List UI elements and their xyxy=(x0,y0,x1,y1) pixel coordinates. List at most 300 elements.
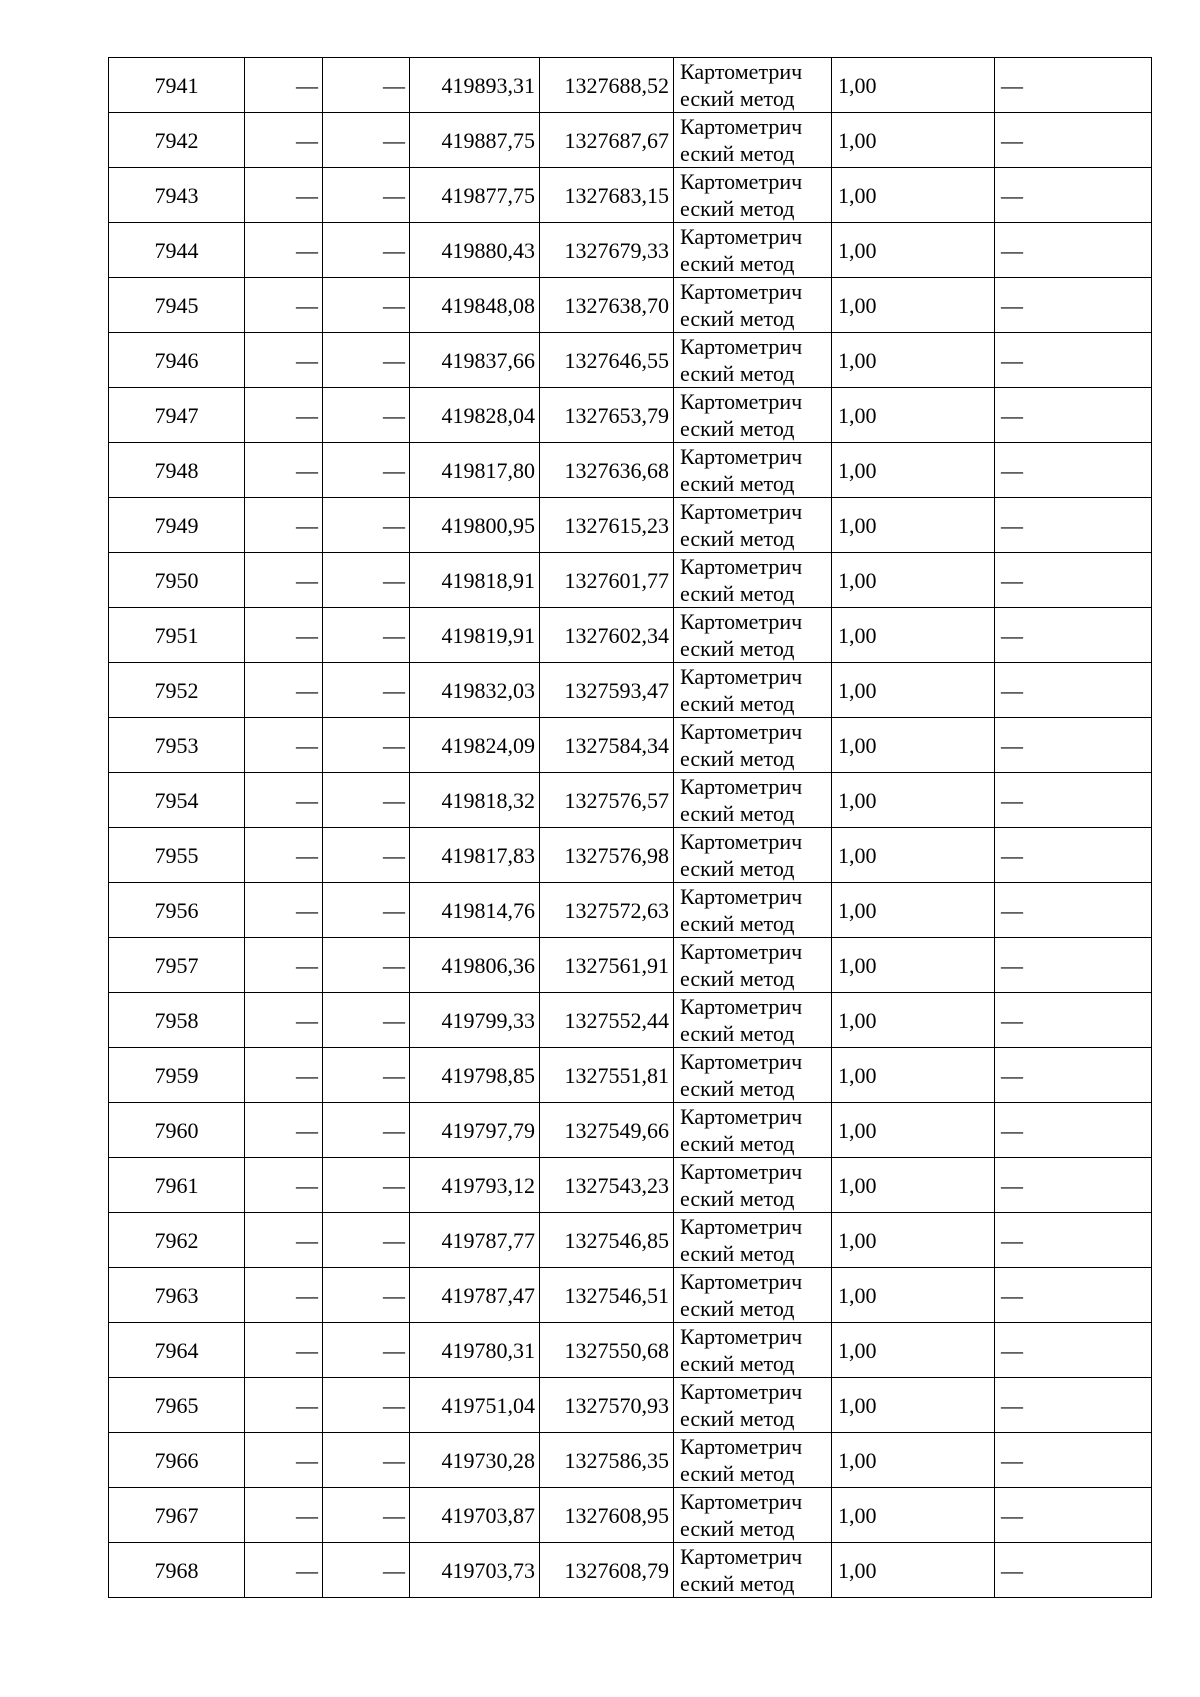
empty-dash-cell: — xyxy=(323,498,410,553)
accuracy-cell: 1,00 xyxy=(832,1103,995,1158)
y-coordinate-cell: 1327550,68 xyxy=(540,1323,674,1378)
method-text-line: Картометрич xyxy=(680,389,803,414)
empty-dash-cell: — xyxy=(323,1323,410,1378)
y-coordinate-cell: 1327572,63 xyxy=(540,883,674,938)
table-row xyxy=(109,1378,1152,1433)
x-coordinate-cell: 419837,66 xyxy=(410,333,540,388)
note-dash-cell: — xyxy=(995,58,1152,113)
point-number-cell: 7958 xyxy=(109,993,245,1048)
y-coordinate-cell: 1327687,67 xyxy=(540,113,674,168)
y-coordinate-cell: 1327646,55 xyxy=(540,333,674,388)
empty-dash-cell: — xyxy=(323,1158,410,1213)
note-dash-cell: — xyxy=(995,1323,1152,1378)
point-number-cell: 7959 xyxy=(109,1048,245,1103)
accuracy-cell: 1,00 xyxy=(832,278,995,333)
note-dash-cell: — xyxy=(995,333,1152,388)
empty-dash-cell: — xyxy=(245,718,323,773)
table-row xyxy=(109,828,1152,883)
x-coordinate-cell: 419797,79 xyxy=(410,1103,540,1158)
method-cell xyxy=(674,223,832,278)
empty-dash-cell: — xyxy=(323,773,410,828)
table-row xyxy=(109,1433,1152,1488)
empty-dash-cell: — xyxy=(245,553,323,608)
note-dash-cell: — xyxy=(995,1048,1152,1103)
table-row xyxy=(109,113,1152,168)
method-text-line: Картометрич xyxy=(680,224,803,249)
x-coordinate-cell: 419880,43 xyxy=(410,223,540,278)
table-row xyxy=(109,333,1152,388)
y-coordinate-cell: 1327546,51 xyxy=(540,1268,674,1323)
method-cell xyxy=(674,1433,832,1488)
x-coordinate-cell: 419893,31 xyxy=(410,58,540,113)
table-row xyxy=(109,58,1152,113)
empty-dash-cell: — xyxy=(245,1433,323,1488)
empty-dash-cell: — xyxy=(323,1048,410,1103)
table-row xyxy=(109,883,1152,938)
method-text-line: еский метод xyxy=(680,1571,795,1596)
empty-dash-cell: — xyxy=(323,113,410,168)
accuracy-cell: 1,00 xyxy=(832,1048,995,1103)
table-row xyxy=(109,168,1152,223)
point-number-cell: 7956 xyxy=(109,883,245,938)
note-dash-cell: — xyxy=(995,1268,1152,1323)
method-text-line: еский метод xyxy=(680,911,795,936)
accuracy-cell: 1,00 xyxy=(832,938,995,993)
note-dash-cell: — xyxy=(995,498,1152,553)
method-cell xyxy=(674,1488,832,1543)
accuracy-cell: 1,00 xyxy=(832,1543,995,1598)
method-text-line: Картометрич xyxy=(680,994,803,1019)
method-text-line: еский метод xyxy=(680,856,795,881)
empty-dash-cell: — xyxy=(323,608,410,663)
x-coordinate-cell: 419814,76 xyxy=(410,883,540,938)
accuracy-cell: 1,00 xyxy=(832,663,995,718)
method-text-line: еский метод xyxy=(680,1021,795,1046)
empty-dash-cell: — xyxy=(323,1543,410,1598)
note-dash-cell: — xyxy=(995,1378,1152,1433)
point-number-cell: 7944 xyxy=(109,223,245,278)
note-dash-cell: — xyxy=(995,663,1152,718)
table-row xyxy=(109,718,1152,773)
method-text-line: еский метод xyxy=(680,141,795,166)
method-text-line: Картометрич xyxy=(680,719,803,744)
x-coordinate-cell: 419806,36 xyxy=(410,938,540,993)
point-number-cell: 7941 xyxy=(109,58,245,113)
x-coordinate-cell: 419887,75 xyxy=(410,113,540,168)
accuracy-cell: 1,00 xyxy=(832,1213,995,1268)
note-dash-cell: — xyxy=(995,1543,1152,1598)
method-text-line: еский метод xyxy=(680,416,795,441)
method-cell xyxy=(674,938,832,993)
method-cell xyxy=(674,608,832,663)
method-text-line: Картометрич xyxy=(680,554,803,579)
empty-dash-cell: — xyxy=(245,388,323,443)
x-coordinate-cell: 419818,32 xyxy=(410,773,540,828)
method-text-line: Картометрич xyxy=(680,1104,803,1129)
point-number-cell: 7962 xyxy=(109,1213,245,1268)
point-number-cell: 7964 xyxy=(109,1323,245,1378)
note-dash-cell: — xyxy=(995,1433,1152,1488)
point-number-cell: 7967 xyxy=(109,1488,245,1543)
method-text-line: еский метод xyxy=(680,1406,795,1431)
table-row xyxy=(109,278,1152,333)
x-coordinate-cell: 419817,80 xyxy=(410,443,540,498)
method-text-line: еский метод xyxy=(680,1076,795,1101)
accuracy-cell: 1,00 xyxy=(832,388,995,443)
empty-dash-cell: — xyxy=(245,1268,323,1323)
method-text-line: Картометрич xyxy=(680,664,803,689)
method-text-line: Картометрич xyxy=(680,169,803,194)
method-cell xyxy=(674,1268,832,1323)
x-coordinate-cell: 419787,77 xyxy=(410,1213,540,1268)
y-coordinate-cell: 1327601,77 xyxy=(540,553,674,608)
method-cell xyxy=(674,1323,832,1378)
method-cell xyxy=(674,1213,832,1268)
empty-dash-cell: — xyxy=(245,1048,323,1103)
x-coordinate-cell: 419703,73 xyxy=(410,1543,540,1598)
method-text-line: еский метод xyxy=(680,361,795,386)
empty-dash-cell: — xyxy=(323,1433,410,1488)
accuracy-cell: 1,00 xyxy=(832,58,995,113)
accuracy-cell: 1,00 xyxy=(832,498,995,553)
method-text-line: Картометрич xyxy=(680,1269,803,1294)
empty-dash-cell: — xyxy=(323,388,410,443)
note-dash-cell: — xyxy=(995,223,1152,278)
accuracy-cell: 1,00 xyxy=(832,718,995,773)
method-cell xyxy=(674,718,832,773)
method-cell xyxy=(674,993,832,1048)
point-number-cell: 7965 xyxy=(109,1378,245,1433)
y-coordinate-cell: 1327615,23 xyxy=(540,498,674,553)
method-text-line: еский метод xyxy=(680,1241,795,1266)
accuracy-cell: 1,00 xyxy=(832,883,995,938)
table-row xyxy=(109,608,1152,663)
method-cell xyxy=(674,113,832,168)
accuracy-cell: 1,00 xyxy=(832,828,995,883)
point-number-cell: 7968 xyxy=(109,1543,245,1598)
y-coordinate-cell: 1327549,66 xyxy=(540,1103,674,1158)
note-dash-cell: — xyxy=(995,608,1152,663)
empty-dash-cell: — xyxy=(245,828,323,883)
empty-dash-cell: — xyxy=(323,278,410,333)
note-dash-cell: — xyxy=(995,993,1152,1048)
accuracy-cell: 1,00 xyxy=(832,553,995,608)
accuracy-cell: 1,00 xyxy=(832,1433,995,1488)
method-text-line: еский метод xyxy=(680,691,795,716)
method-text-line: еский метод xyxy=(680,746,795,771)
y-coordinate-cell: 1327543,23 xyxy=(540,1158,674,1213)
method-cell xyxy=(674,1103,832,1158)
method-text-line: Картометрич xyxy=(680,499,803,524)
empty-dash-cell: — xyxy=(323,223,410,278)
method-cell xyxy=(674,388,832,443)
empty-dash-cell: — xyxy=(245,883,323,938)
x-coordinate-cell: 419817,83 xyxy=(410,828,540,883)
accuracy-cell: 1,00 xyxy=(832,333,995,388)
method-cell xyxy=(674,773,832,828)
method-text-line: еский метод xyxy=(680,1351,795,1376)
method-text-line: еский метод xyxy=(680,251,795,276)
empty-dash-cell: — xyxy=(323,1103,410,1158)
note-dash-cell: — xyxy=(995,168,1152,223)
method-text-line: еский метод xyxy=(680,636,795,661)
method-text-line: Картометрич xyxy=(680,1049,803,1074)
empty-dash-cell: — xyxy=(245,773,323,828)
point-number-cell: 7954 xyxy=(109,773,245,828)
y-coordinate-cell: 1327608,79 xyxy=(540,1543,674,1598)
method-cell xyxy=(674,168,832,223)
point-number-cell: 7942 xyxy=(109,113,245,168)
x-coordinate-cell: 419800,95 xyxy=(410,498,540,553)
method-text-line: Картометрич xyxy=(680,334,803,359)
coordinates-table xyxy=(108,57,1152,1598)
method-text-line: еский метод xyxy=(680,1186,795,1211)
table-row xyxy=(109,1488,1152,1543)
empty-dash-cell: — xyxy=(245,278,323,333)
x-coordinate-cell: 419751,04 xyxy=(410,1378,540,1433)
x-coordinate-cell: 419780,31 xyxy=(410,1323,540,1378)
table-row xyxy=(109,443,1152,498)
table-row xyxy=(109,663,1152,718)
point-number-cell: 7948 xyxy=(109,443,245,498)
accuracy-cell: 1,00 xyxy=(832,1488,995,1543)
empty-dash-cell: — xyxy=(323,333,410,388)
method-text-line: еский метод xyxy=(680,471,795,496)
point-number-cell: 7955 xyxy=(109,828,245,883)
point-number-cell: 7963 xyxy=(109,1268,245,1323)
table-row xyxy=(109,1543,1152,1598)
empty-dash-cell: — xyxy=(323,993,410,1048)
y-coordinate-cell: 1327546,85 xyxy=(540,1213,674,1268)
x-coordinate-cell: 419877,75 xyxy=(410,168,540,223)
y-coordinate-cell: 1327653,79 xyxy=(540,388,674,443)
y-coordinate-cell: 1327679,33 xyxy=(540,223,674,278)
empty-dash-cell: — xyxy=(245,498,323,553)
method-text-line: еский метод xyxy=(680,1296,795,1321)
empty-dash-cell: — xyxy=(245,1323,323,1378)
x-coordinate-cell: 419793,12 xyxy=(410,1158,540,1213)
point-number-cell: 7966 xyxy=(109,1433,245,1488)
note-dash-cell: — xyxy=(995,938,1152,993)
method-text-line: еский метод xyxy=(680,86,795,111)
empty-dash-cell: — xyxy=(245,443,323,498)
table-row xyxy=(109,1323,1152,1378)
note-dash-cell: — xyxy=(995,1488,1152,1543)
method-cell xyxy=(674,828,832,883)
method-text-line: Картометрич xyxy=(680,1159,803,1184)
note-dash-cell: — xyxy=(995,773,1152,828)
empty-dash-cell: — xyxy=(245,663,323,718)
x-coordinate-cell: 419787,47 xyxy=(410,1268,540,1323)
method-text-line: Картометрич xyxy=(680,884,803,909)
empty-dash-cell: — xyxy=(323,553,410,608)
point-number-cell: 7957 xyxy=(109,938,245,993)
method-cell xyxy=(674,1543,832,1598)
empty-dash-cell: — xyxy=(245,58,323,113)
empty-dash-cell: — xyxy=(323,828,410,883)
method-text-line: Картометрич xyxy=(680,829,803,854)
x-coordinate-cell: 419799,33 xyxy=(410,993,540,1048)
method-text-line: еский метод xyxy=(680,801,795,826)
point-number-cell: 7960 xyxy=(109,1103,245,1158)
empty-dash-cell: — xyxy=(245,1103,323,1158)
method-text-line: еский метод xyxy=(680,526,795,551)
accuracy-cell: 1,00 xyxy=(832,1323,995,1378)
y-coordinate-cell: 1327552,44 xyxy=(540,993,674,1048)
y-coordinate-cell: 1327586,35 xyxy=(540,1433,674,1488)
y-coordinate-cell: 1327593,47 xyxy=(540,663,674,718)
empty-dash-cell: — xyxy=(245,1158,323,1213)
y-coordinate-cell: 1327570,93 xyxy=(540,1378,674,1433)
note-dash-cell: — xyxy=(995,388,1152,443)
empty-dash-cell: — xyxy=(323,1213,410,1268)
empty-dash-cell: — xyxy=(323,718,410,773)
method-cell xyxy=(674,1048,832,1103)
accuracy-cell: 1,00 xyxy=(832,1158,995,1213)
accuracy-cell: 1,00 xyxy=(832,113,995,168)
empty-dash-cell: — xyxy=(245,1488,323,1543)
y-coordinate-cell: 1327636,68 xyxy=(540,443,674,498)
point-number-cell: 7961 xyxy=(109,1158,245,1213)
table-row xyxy=(109,1103,1152,1158)
empty-dash-cell: — xyxy=(245,1213,323,1268)
x-coordinate-cell: 419824,09 xyxy=(410,718,540,773)
method-text-line: Картометрич xyxy=(680,114,803,139)
note-dash-cell: — xyxy=(995,1213,1152,1268)
y-coordinate-cell: 1327638,70 xyxy=(540,278,674,333)
y-coordinate-cell: 1327551,81 xyxy=(540,1048,674,1103)
method-cell xyxy=(674,498,832,553)
y-coordinate-cell: 1327688,52 xyxy=(540,58,674,113)
y-coordinate-cell: 1327602,34 xyxy=(540,608,674,663)
x-coordinate-cell: 419819,91 xyxy=(410,608,540,663)
method-text-line: Картометрич xyxy=(680,939,803,964)
empty-dash-cell: — xyxy=(245,168,323,223)
empty-dash-cell: — xyxy=(323,58,410,113)
method-text-line: Картометрич xyxy=(680,1434,803,1459)
note-dash-cell: — xyxy=(995,718,1152,773)
empty-dash-cell: — xyxy=(245,608,323,663)
point-number-cell: 7947 xyxy=(109,388,245,443)
method-text-line: Картометрич xyxy=(680,1544,803,1569)
method-text-line: Картометрич xyxy=(680,279,803,304)
method-text-line: еский метод xyxy=(680,1461,795,1486)
x-coordinate-cell: 419703,87 xyxy=(410,1488,540,1543)
note-dash-cell: — xyxy=(995,1158,1152,1213)
note-dash-cell: — xyxy=(995,113,1152,168)
point-number-cell: 7945 xyxy=(109,278,245,333)
method-cell xyxy=(674,553,832,608)
point-number-cell: 7943 xyxy=(109,168,245,223)
method-text-line: еский метод xyxy=(680,1516,795,1541)
x-coordinate-cell: 419832,03 xyxy=(410,663,540,718)
method-text-line: Картометрич xyxy=(680,1324,803,1349)
point-number-cell: 7953 xyxy=(109,718,245,773)
method-text-line: Картометрич xyxy=(680,59,803,84)
empty-dash-cell: — xyxy=(323,663,410,718)
x-coordinate-cell: 419818,91 xyxy=(410,553,540,608)
point-number-cell: 7952 xyxy=(109,663,245,718)
method-text-line: Картометрич xyxy=(680,1214,803,1239)
table-row xyxy=(109,498,1152,553)
empty-dash-cell: — xyxy=(323,1488,410,1543)
method-cell xyxy=(674,58,832,113)
point-number-cell: 7949 xyxy=(109,498,245,553)
table-row xyxy=(109,1158,1152,1213)
table-row xyxy=(109,553,1152,608)
empty-dash-cell: — xyxy=(323,168,410,223)
x-coordinate-cell: 419730,28 xyxy=(410,1433,540,1488)
accuracy-cell: 1,00 xyxy=(832,1378,995,1433)
accuracy-cell: 1,00 xyxy=(832,1268,995,1323)
empty-dash-cell: — xyxy=(245,1543,323,1598)
y-coordinate-cell: 1327683,15 xyxy=(540,168,674,223)
method-cell xyxy=(674,663,832,718)
note-dash-cell: — xyxy=(995,553,1152,608)
method-text-line: Картометрич xyxy=(680,1379,803,1404)
empty-dash-cell: — xyxy=(323,938,410,993)
accuracy-cell: 1,00 xyxy=(832,223,995,278)
accuracy-cell: 1,00 xyxy=(832,443,995,498)
method-cell xyxy=(674,1158,832,1213)
y-coordinate-cell: 1327584,34 xyxy=(540,718,674,773)
accuracy-cell: 1,00 xyxy=(832,773,995,828)
table-row xyxy=(109,773,1152,828)
point-number-cell: 7950 xyxy=(109,553,245,608)
method-text-line: Картометрич xyxy=(680,774,803,799)
method-text-line: Картометрич xyxy=(680,609,803,634)
empty-dash-cell: — xyxy=(323,1268,410,1323)
empty-dash-cell: — xyxy=(245,113,323,168)
method-text-line: еский метод xyxy=(680,196,795,221)
note-dash-cell: — xyxy=(995,278,1152,333)
accuracy-cell: 1,00 xyxy=(832,168,995,223)
table-row xyxy=(109,1213,1152,1268)
empty-dash-cell: — xyxy=(323,883,410,938)
empty-dash-cell: — xyxy=(245,938,323,993)
table-row xyxy=(109,938,1152,993)
table-body xyxy=(109,58,1152,1598)
y-coordinate-cell: 1327608,95 xyxy=(540,1488,674,1543)
table-row xyxy=(109,1048,1152,1103)
method-cell xyxy=(674,278,832,333)
empty-dash-cell: — xyxy=(323,1378,410,1433)
table-row xyxy=(109,388,1152,443)
y-coordinate-cell: 1327561,91 xyxy=(540,938,674,993)
x-coordinate-cell: 419828,04 xyxy=(410,388,540,443)
empty-dash-cell: — xyxy=(245,223,323,278)
method-text-line: Картометрич xyxy=(680,1489,803,1514)
y-coordinate-cell: 1327576,98 xyxy=(540,828,674,883)
method-text-line: еский метод xyxy=(680,966,795,991)
table-row xyxy=(109,993,1152,1048)
empty-dash-cell: — xyxy=(245,333,323,388)
accuracy-cell: 1,00 xyxy=(832,993,995,1048)
table-row xyxy=(109,223,1152,278)
method-text-line: еский метод xyxy=(680,1131,795,1156)
note-dash-cell: — xyxy=(995,883,1152,938)
x-coordinate-cell: 419798,85 xyxy=(410,1048,540,1103)
x-coordinate-cell: 419848,08 xyxy=(410,278,540,333)
method-text-line: Картометрич xyxy=(680,444,803,469)
method-text-line: еский метод xyxy=(680,306,795,331)
note-dash-cell: — xyxy=(995,828,1152,883)
empty-dash-cell: — xyxy=(323,443,410,498)
accuracy-cell: 1,00 xyxy=(832,608,995,663)
point-number-cell: 7951 xyxy=(109,608,245,663)
table-row xyxy=(109,1268,1152,1323)
note-dash-cell: — xyxy=(995,1103,1152,1158)
